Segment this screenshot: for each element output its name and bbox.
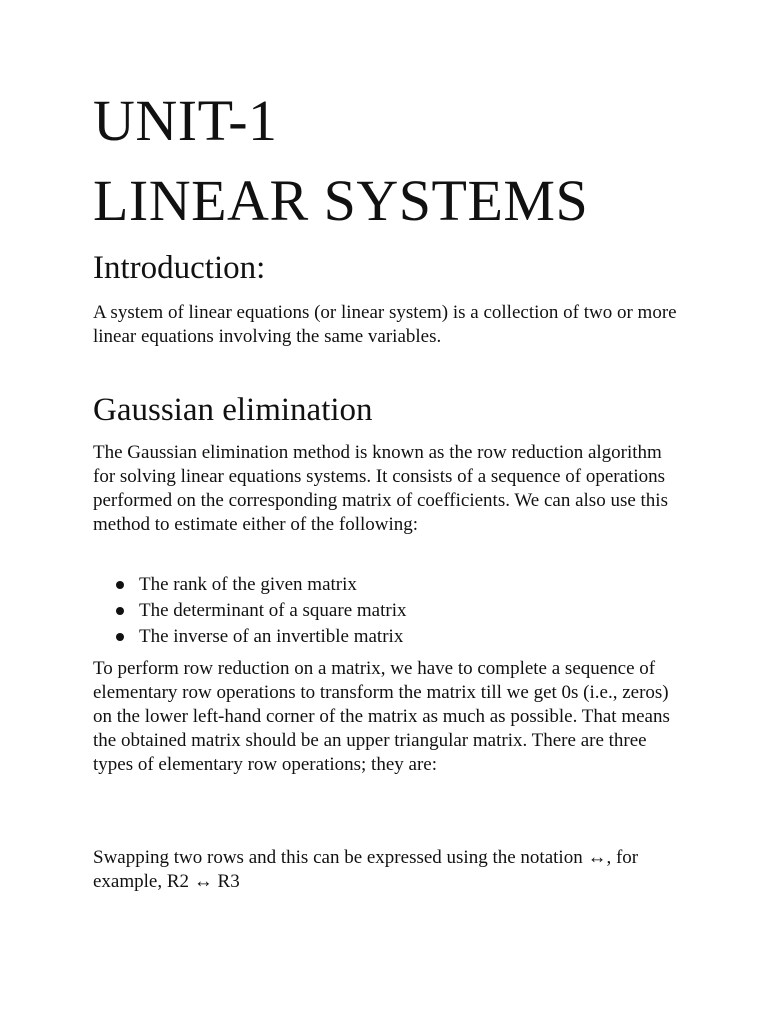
gaussian-elimination-paragraph: The Gaussian elimination method is known as the row reduction algorithm for solving linear equations systems. It consists of a sequence of operations performed on the corresponding matrix of coefficients. We can also use this method to estimate either of the following: bbox=[93, 442, 668, 535]
bullet-icon bbox=[116, 607, 124, 615]
list-item bbox=[93, 598, 406, 624]
gaussian-elimination-heading: Gaussian elimination bbox=[93, 392, 373, 428]
swap-rows-paragraph: Swapping two rows and this can be expressed using the notation ↔, for example, R2 ↔ R3 bbox=[93, 847, 639, 892]
introduction-heading: Introduction: bbox=[93, 250, 266, 286]
row-reduction-paragraph: To perform row reduction on a matrix, we have to complete a sequence of elementary row operations to transform the matrix till we get 0s (i.e., zeros) on the lower left-hand corner of the matrix as much as possible. That means the obtained matrix should be an upper triangular matrix. There are three types of elementary row operations; they are: bbox=[93, 658, 670, 775]
list-item-text: The determinant of a square matrix bbox=[139, 600, 407, 621]
bullet-icon bbox=[116, 633, 124, 641]
unit-title: UNIT-1 bbox=[93, 88, 278, 153]
chapter-title: LINEAR SYSTEMS bbox=[93, 168, 589, 233]
list-item-text: The inverse of an invertible matrix bbox=[139, 626, 404, 647]
uses-bullet-list bbox=[93, 572, 406, 650]
list-item-text: The rank of the given matrix bbox=[139, 574, 357, 595]
introduction-paragraph: A system of linear equations (or linear system) is a collection of two or more linear equations involving the same variables. bbox=[93, 302, 677, 347]
list-item bbox=[93, 624, 406, 650]
bullet-icon bbox=[116, 581, 124, 589]
list-item bbox=[93, 572, 406, 598]
